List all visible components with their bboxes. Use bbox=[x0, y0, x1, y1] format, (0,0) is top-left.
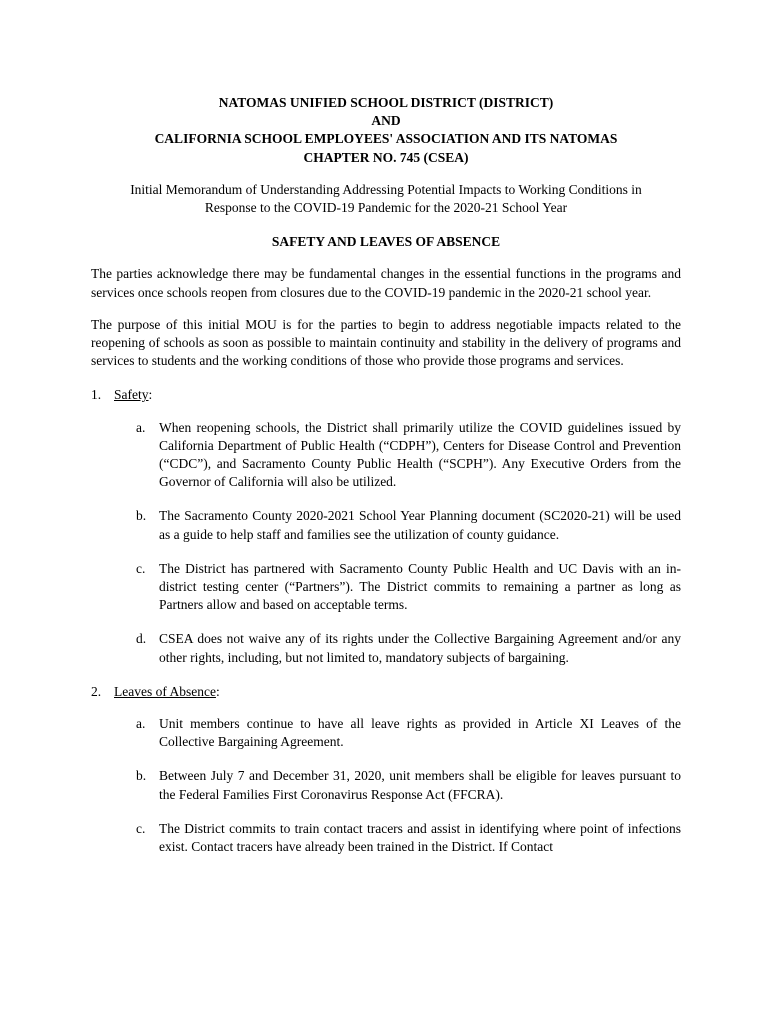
list-item bbox=[136, 419, 681, 492]
item-text: Unit members continue to have all leave rights as provided in Article XI Leaves of the Collective Bargaining Agreement. bbox=[159, 716, 681, 750]
item-letter: d. bbox=[136, 631, 147, 647]
section-label: Safety bbox=[114, 387, 149, 403]
item-letter: b. bbox=[136, 508, 147, 524]
item-text: When reopening schools, the District shall primarily utilize the COVID guidelines issued by California Department of Public Health (“CDPH”), Centers for Disease Control and Prevention (“CDC”), and Sacramento County Public Health (“SCPH”). Any Executive Orders from the Governor of California will also be utilized. bbox=[159, 419, 681, 490]
document-subtitle bbox=[91, 181, 681, 217]
title-line-3: CALIFORNIA SCHOOL EMPLOYEES' ASSOCIATION AND ITS NATOMAS bbox=[154, 131, 618, 147]
item-text: CSEA does not waive any of its rights under the Collective Bargaining Agreement and/or any other rights, including, but not limited to, mandatory subjects of bargaining. bbox=[159, 631, 681, 665]
section-number: 2. bbox=[91, 683, 102, 699]
item-text: Between July 7 and December 31, 2020, unit members shall be eligible for leaves pursuant to the Federal Families First Coronavirus Response Act (FFCRA). bbox=[159, 768, 681, 802]
item-letter: b. bbox=[136, 768, 147, 784]
title-line-4: CHAPTER NO. 745 (CSEA) bbox=[303, 149, 469, 165]
subtitle-line-2: Response to the COVID-19 Pandemic for the 2020-21 School Year bbox=[204, 200, 568, 216]
item-letter: c. bbox=[136, 820, 146, 836]
document-title bbox=[91, 94, 681, 167]
subtitle-line-1: Initial Memorandum of Understanding Addressing Potential Impacts to Working Conditions in bbox=[130, 181, 642, 197]
item-letter: a. bbox=[136, 716, 146, 732]
list-item bbox=[136, 560, 681, 615]
item-text: The District has partnered with Sacramento County Public Health and UC Davis with an in-district testing center (“Partners”). The District commits to remaining a partner as long as Partners allow and based on acceptable terms. bbox=[159, 560, 681, 613]
document-page bbox=[91, 94, 681, 872]
section-label-suffix: : bbox=[215, 683, 220, 699]
safety-items bbox=[91, 419, 681, 667]
title-line-2: AND bbox=[371, 113, 401, 129]
title-line-1: NATOMAS UNIFIED SCHOOL DISTRICT (DISTRICT) bbox=[218, 95, 554, 110]
section-number: 1. bbox=[91, 387, 102, 403]
section-label-suffix: : bbox=[148, 387, 153, 403]
purpose-paragraph: The purpose of this initial MOU is for the parties to begin to address negotiable impacts related to the reopening of schools as soon as possible to maintain continuity and stability in the delivery of programs and services to students and the working conditions of those who provide those programs and services. bbox=[91, 316, 681, 369]
section-leaves bbox=[91, 683, 681, 701]
list-item bbox=[136, 820, 681, 856]
list-item bbox=[136, 767, 681, 803]
item-letter: c. bbox=[136, 560, 146, 576]
section-heading: SAFETY AND LEAVES OF ABSENCE bbox=[271, 234, 501, 250]
list-item bbox=[136, 630, 681, 666]
item-text: The Sacramento County 2020-2021 School Year Planning document (SC2020-21) will be used as a guide to help staff and families see the utilization of county guidance. bbox=[159, 508, 681, 542]
list-item bbox=[136, 715, 681, 751]
intro-paragraph: The parties acknowledge there may be fundamental changes in the essential functions in the programs and services once schools reopen from closures due to the COVID-19 pandemic in the 2020-21 school year. bbox=[91, 266, 681, 300]
leaves-items bbox=[91, 715, 681, 856]
section-label: Leaves of Absence bbox=[114, 683, 216, 699]
item-letter: a. bbox=[136, 419, 146, 435]
list-item bbox=[136, 507, 681, 543]
section-safety bbox=[91, 386, 681, 404]
item-text: The District commits to train contact tracers and assist in identifying where point of infections exist. Contact tracers have already been trained in the District. If Contact bbox=[159, 820, 681, 855]
